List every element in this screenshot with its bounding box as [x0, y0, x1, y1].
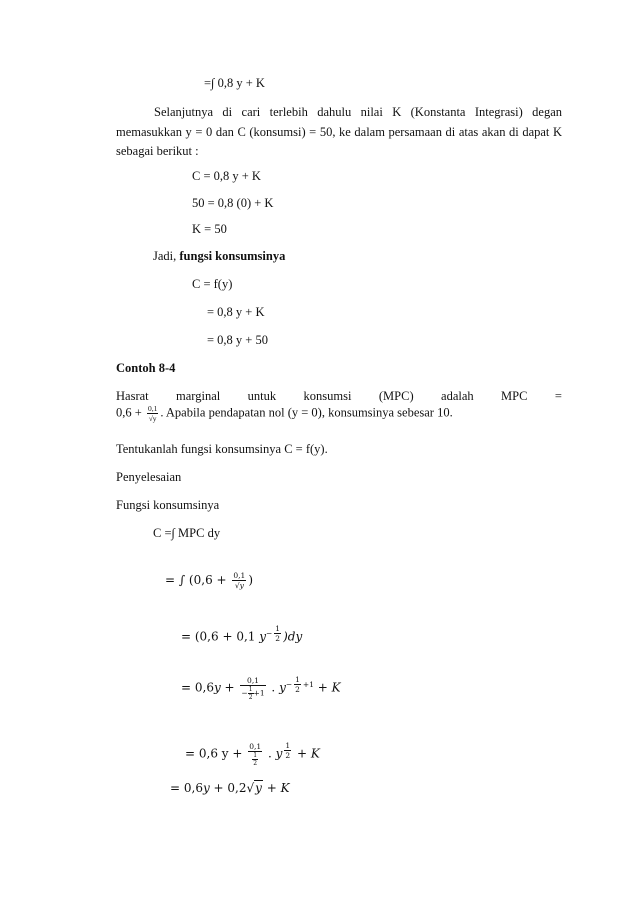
integral-mpc: C =∫ MPC dy [153, 526, 221, 540]
step-1: = ∫ (0,6 + $\frac{0,1}{√y}$ ) [165, 571, 254, 590]
hasrat-word: adalah [441, 389, 474, 403]
tentukan-line: Tentukanlah fungsi konsumsinya C = f(y). [116, 442, 328, 456]
step-5: = 0,6y + 0,2√y + K [170, 781, 290, 795]
step-3: = 0,6y + 0,1 − $\frac{1}{2}$ +1 . $y^{- \frac{1}{2} +1} + K$ [181, 675, 341, 701]
mpc-line: 0,6 + $\frac{0,1}{√y}$ . Apabila pendapatan nol (y = 0), konsumsinya sebesar 10. [116, 404, 453, 423]
hasrat-word: konsumsi [303, 389, 352, 403]
mpc-fraction: $\frac{0,1}{√y}$ [147, 404, 158, 423]
jadi-prefix: Jadi, [153, 249, 180, 263]
heading-contoh: Contoh 8-4 [116, 361, 176, 375]
step-2: = (0,6 + 0,1 $y^{- \frac{1}{2}}$ )dy [181, 624, 303, 644]
equation-k: K = 50 [192, 222, 227, 236]
hasrat-word: MPC [501, 389, 528, 403]
hasrat-word: marginal [176, 389, 221, 403]
jadi-line [153, 248, 285, 264]
step-4: = 0,6 y + $\frac{0,1}{\frac{1}{2}}$ . y $^{\frac{1}{2}}$ + K [185, 741, 320, 767]
hasrat-word: Hasrat [116, 389, 149, 403]
para-first-word: Selanjutnya [154, 105, 214, 119]
fungsi-line: Fungsi konsumsinya [116, 498, 220, 512]
cf-line-1: C = f(y) [192, 277, 233, 291]
integral-line: =∫ 0,8 y + K [204, 76, 265, 90]
paragraph-selanjutnya [116, 103, 562, 162]
hasrat-word: untuk [247, 389, 277, 403]
para-rest: di cari terlebih dahulu nilai K (Konstanta Integrasi) degan memasukkan y = 0 dan C (konsumsi) = 50, ke dalam persamaan di atas akan di dapat K sebagai berikut : [116, 105, 563, 158]
hasrat-word: = [554, 389, 562, 403]
equation-c: C = 0,8 y + K [192, 169, 261, 183]
penyelesaian-line: Penyelesaian [116, 470, 182, 484]
hasrat-line [116, 388, 562, 404]
hasrat-word: (MPC) [378, 389, 414, 403]
equation-50: 50 = 0,8 (0) + K [192, 196, 274, 210]
cf-line-3: = 0,8 y + 50 [207, 333, 268, 347]
cf-line-2: = 0,8 y + K [207, 305, 265, 319]
jadi-bold: fungsi konsumsinya [179, 249, 286, 263]
